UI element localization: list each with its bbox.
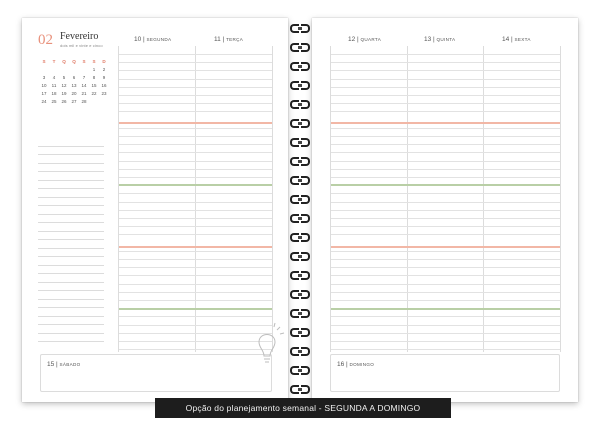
- spiral-ring: [290, 195, 310, 204]
- calendar-day: 23: [101, 91, 107, 96]
- spiral-ring: [290, 100, 310, 109]
- month-number: 02: [38, 32, 53, 48]
- mini-calendar: [39, 58, 109, 106]
- day-name: QUARTA: [360, 37, 382, 42]
- spiral-ring: [290, 309, 310, 318]
- calendar-weeks: [39, 66, 109, 106]
- grid-line: [331, 210, 560, 211]
- calendar-header: Q: [62, 59, 66, 64]
- calendar-day: [99, 98, 109, 106]
- calendar-day: 17: [41, 91, 47, 96]
- spiral-ring: [290, 233, 310, 242]
- note-line: [38, 300, 104, 309]
- grid-line: [119, 70, 272, 71]
- period-separator: [331, 308, 560, 310]
- calendar-day: 11: [51, 83, 57, 88]
- saturday-box: [40, 354, 272, 392]
- grid-line: [119, 218, 272, 219]
- day-name: QUINTA: [436, 37, 456, 42]
- note-line: [38, 308, 104, 317]
- calendar-day: 21: [81, 91, 87, 96]
- note-line: [38, 274, 104, 283]
- saturday-label: 15 | SÁBADO: [47, 361, 81, 368]
- calendar-day: 24: [41, 99, 47, 104]
- note-line: [38, 257, 104, 266]
- calendar-week-row: [39, 74, 109, 82]
- note-line: [38, 155, 104, 164]
- note-line: [38, 138, 104, 147]
- grid-line: [119, 202, 272, 203]
- note-line: [38, 172, 104, 181]
- day-number: 10: [134, 36, 142, 43]
- grid-line: [331, 161, 560, 162]
- calendar-day: 28: [81, 99, 87, 104]
- grid-line: [331, 275, 560, 276]
- grid-line: [331, 300, 560, 301]
- calendar-day: 7: [82, 75, 86, 80]
- grid-line: [331, 218, 560, 219]
- day-number: 11: [214, 36, 221, 43]
- grid-line: [119, 226, 272, 227]
- grid-line: [119, 144, 272, 145]
- calendar-day: 2: [102, 67, 106, 72]
- grid-line: [331, 333, 560, 334]
- left-day-grid: [118, 46, 272, 352]
- calendar-week-row: [39, 98, 109, 106]
- day-header-monday: 10 | SEGUNDA: [134, 36, 172, 43]
- grid-line: [331, 193, 560, 194]
- day-number: 16: [337, 361, 345, 368]
- grid-line: [119, 193, 272, 194]
- grid-line: [119, 275, 272, 276]
- calendar-day: 1: [92, 67, 96, 72]
- period-separator: [119, 122, 272, 124]
- spiral-ring: [290, 252, 310, 261]
- note-line: [38, 291, 104, 300]
- note-line: [38, 181, 104, 190]
- sunday-box: [330, 354, 560, 392]
- calendar-day: 4: [52, 75, 56, 80]
- spiral-ring: [290, 62, 310, 71]
- grid-line: [331, 341, 560, 342]
- grid-line: [331, 316, 560, 317]
- grid-line: [119, 292, 272, 293]
- column-divider: [195, 46, 196, 352]
- calendar-week-row: [39, 90, 109, 98]
- calendar-header: S: [42, 59, 46, 64]
- calendar-day: 5: [62, 75, 66, 80]
- grid-line: [331, 87, 560, 88]
- grid-line: [331, 103, 560, 104]
- calendar-header: T: [52, 59, 56, 64]
- calendar-header: D: [102, 59, 106, 64]
- column-divider: [407, 46, 408, 352]
- grid-line: [119, 234, 272, 235]
- calendar-day: 27: [71, 99, 77, 104]
- day-name: DOMINGO: [349, 362, 375, 367]
- grid-line: [119, 95, 272, 96]
- calendar-header: Q: [72, 59, 76, 64]
- grid-line: [119, 128, 272, 129]
- day-header-friday: 14 | SEXTA: [502, 36, 531, 43]
- grid-line: [331, 234, 560, 235]
- right-day-grid: [330, 46, 560, 352]
- spiral-binding: [288, 18, 312, 402]
- calendar-day: 16: [101, 83, 107, 88]
- spiral-ring: [290, 214, 310, 223]
- calendar-header: S: [82, 59, 86, 64]
- grid-line: [331, 169, 560, 170]
- calendar-day: 19: [61, 91, 67, 96]
- grid-line: [331, 111, 560, 112]
- spiral-ring: [290, 347, 310, 356]
- grid-line: [331, 325, 560, 326]
- grid-line: [331, 54, 560, 55]
- day-name: TERÇA: [226, 37, 244, 42]
- spiral-ring: [290, 290, 310, 299]
- calendar-day: 13: [71, 83, 77, 88]
- grid-line: [331, 259, 560, 260]
- spiral-ring: [290, 119, 310, 128]
- grid-line: [119, 54, 272, 55]
- grid-line: [331, 70, 560, 71]
- grid-line: [331, 349, 560, 350]
- grid-line: [119, 152, 272, 153]
- note-line: [38, 206, 104, 215]
- day-number: 14: [502, 36, 510, 43]
- month-name: Fevereiro: [60, 31, 99, 42]
- spiral-ring: [290, 24, 310, 33]
- day-number: 15: [47, 361, 55, 368]
- grid-line: [119, 177, 272, 178]
- spiral-ring: [290, 176, 310, 185]
- grid-line: [119, 136, 272, 137]
- note-line: [38, 164, 104, 173]
- calendar-header-row: [39, 58, 109, 66]
- note-line: [38, 232, 104, 241]
- day-name: SEGUNDA: [146, 37, 172, 42]
- grid-line: [119, 103, 272, 104]
- grid-line: [119, 251, 272, 252]
- note-line: [38, 223, 104, 232]
- spiral-ring: [290, 366, 310, 375]
- grid-line: [119, 169, 272, 170]
- calendar-day: 3: [42, 75, 46, 80]
- grid-line: [119, 210, 272, 211]
- grid-line: [331, 202, 560, 203]
- day-header-wednesday: 12 | QUARTA: [348, 36, 382, 43]
- spiral-ring: [290, 271, 310, 280]
- calendar-day: 26: [61, 99, 67, 104]
- spiral-ring: [290, 43, 310, 52]
- period-separator: [119, 184, 272, 186]
- grid-line: [331, 62, 560, 63]
- calendar-day: 9: [102, 75, 106, 80]
- calendar-day: 18: [51, 91, 57, 96]
- column-divider: [560, 46, 561, 352]
- grid-line: [119, 300, 272, 301]
- grid-line: [331, 226, 560, 227]
- left-page: [22, 18, 288, 402]
- period-separator: [119, 308, 272, 310]
- grid-line: [119, 267, 272, 268]
- calendar-day: 10: [41, 83, 47, 88]
- notes-lines: [38, 138, 104, 342]
- note-line: [38, 240, 104, 249]
- calendar-week-row: [39, 66, 109, 74]
- grid-line: [331, 177, 560, 178]
- calendar-day: [89, 98, 99, 106]
- grid-line: [119, 284, 272, 285]
- day-header-tuesday: 11 | TERÇA: [214, 36, 244, 43]
- grid-line: [119, 62, 272, 63]
- calendar-day: 12: [61, 83, 67, 88]
- calendar-day: 6: [72, 75, 76, 80]
- calendar-day: [49, 66, 59, 74]
- day-name: SÁBADO: [59, 362, 81, 367]
- grid-line: [119, 87, 272, 88]
- period-separator: [119, 246, 272, 248]
- calendar-day: [39, 66, 49, 74]
- note-line: [38, 215, 104, 224]
- calendar-day: 15: [91, 83, 97, 88]
- sunday-label: 16 | DOMINGO: [337, 361, 375, 368]
- spiral-ring: [290, 138, 310, 147]
- grid-line: [331, 152, 560, 153]
- period-separator: [331, 122, 560, 124]
- grid-line: [331, 144, 560, 145]
- right-page: [312, 18, 578, 402]
- calendar-day: [69, 66, 79, 74]
- calendar-day: 14: [81, 83, 87, 88]
- column-divider: [483, 46, 484, 352]
- calendar-day: 20: [71, 91, 77, 96]
- note-line: [38, 283, 104, 292]
- calendar-day: 25: [51, 99, 57, 104]
- calendar-day: 22: [91, 91, 97, 96]
- day-header-thursday: 13 | QUINTA: [424, 36, 456, 43]
- note-line: [38, 334, 104, 343]
- grid-line: [331, 95, 560, 96]
- spiral-ring: [290, 385, 310, 394]
- lightbulb-icon: [247, 320, 287, 370]
- calendar-week-row: [39, 82, 109, 90]
- period-separator: [331, 184, 560, 186]
- grid-line: [331, 267, 560, 268]
- caption-banner: Opção do planejamento semanal - SEGUNDA A DOMINGO: [155, 398, 451, 418]
- calendar-header: S: [92, 59, 96, 64]
- note-line: [38, 147, 104, 156]
- grid-line: [119, 161, 272, 162]
- grid-line: [331, 79, 560, 80]
- note-line: [38, 317, 104, 326]
- grid-line: [331, 284, 560, 285]
- grid-line: [331, 128, 560, 129]
- month-subtitle: dois mil e vinte e cinco: [60, 43, 103, 48]
- spiral-ring: [290, 81, 310, 90]
- calendar-day: [59, 66, 69, 74]
- day-number: 13: [424, 36, 432, 43]
- grid-line: [119, 316, 272, 317]
- grid-line: [119, 111, 272, 112]
- spiral-ring: [290, 328, 310, 337]
- grid-line: [119, 79, 272, 80]
- day-number: 12: [348, 36, 356, 43]
- grid-line: [119, 259, 272, 260]
- period-separator: [331, 246, 560, 248]
- spiral-ring: [290, 157, 310, 166]
- note-line: [38, 189, 104, 198]
- note-line: [38, 249, 104, 258]
- grid-line: [331, 136, 560, 137]
- calendar-day: [79, 66, 89, 74]
- note-line: [38, 325, 104, 334]
- grid-line: [331, 292, 560, 293]
- note-line: [38, 266, 104, 275]
- grid-line: [331, 251, 560, 252]
- column-divider: [272, 46, 273, 352]
- note-line: [38, 198, 104, 207]
- calendar-day: 8: [92, 75, 96, 80]
- day-name: SEXTA: [514, 37, 531, 42]
